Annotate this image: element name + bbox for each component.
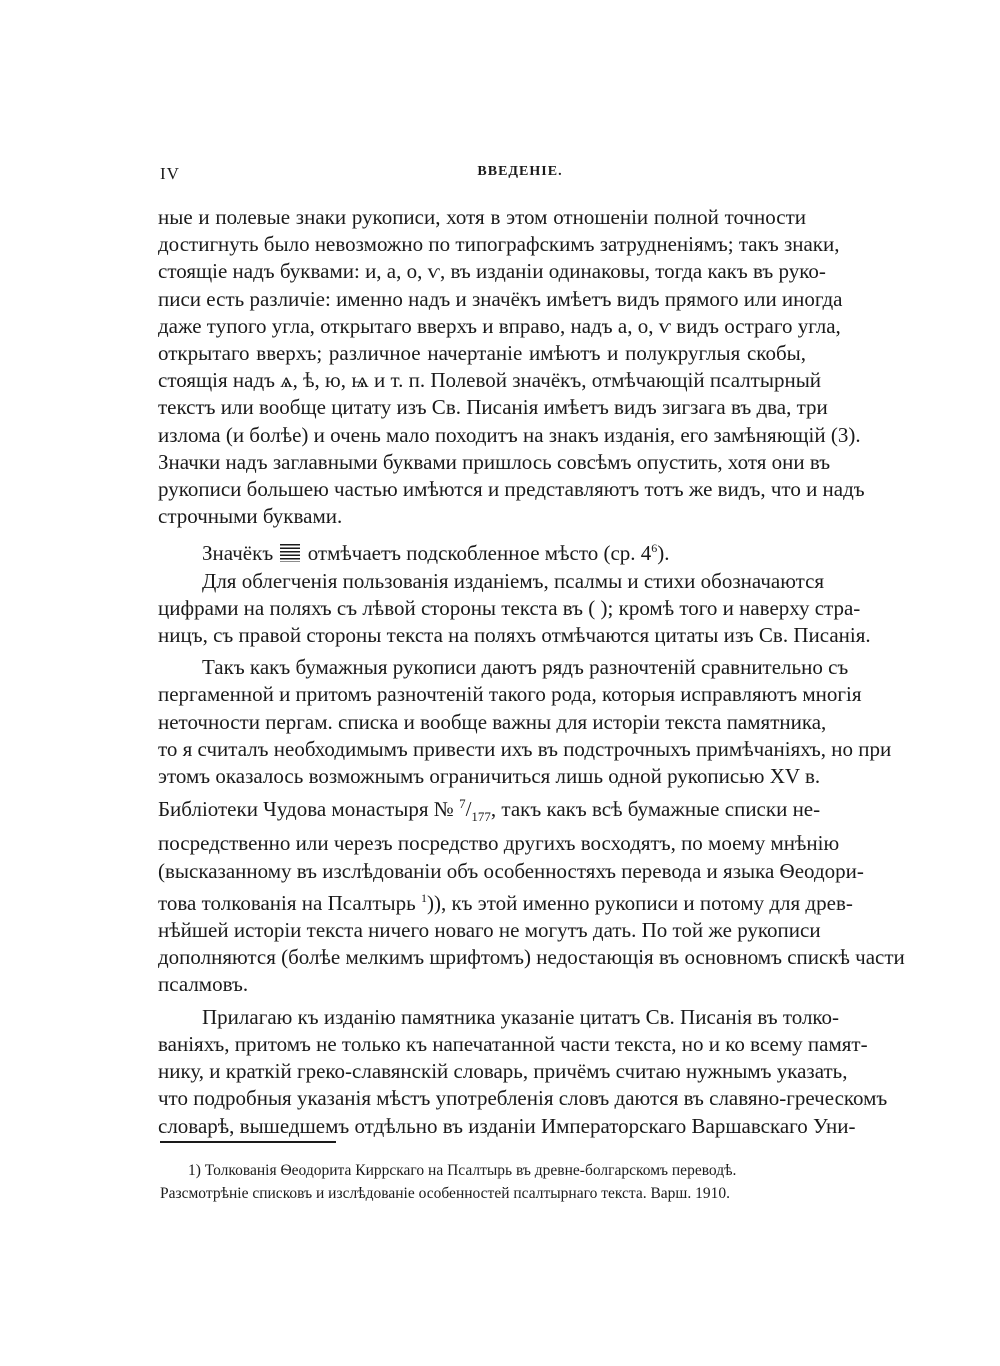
footnote-ref: 1	[420, 890, 427, 905]
text-line: словарѣ, вышедшемъ отдѣльно въ изданіи Императорскаго Варшавскаго Уни-	[158, 1113, 856, 1138]
body-text	[158, 204, 905, 1140]
running-head: ВВЕДЕНІЕ.	[477, 164, 563, 179]
psalter-before: това толкованія на Псалтырь	[158, 890, 416, 915]
text-line: ные и полевые знаки рукописи, хотя в этом отношеніи полной точности	[158, 205, 806, 229]
footnotes	[160, 1159, 808, 1205]
text-line: (высказанному въ изслѣдованіи объ особенностяхъ перевода и языка Ѳеодори-	[158, 858, 864, 883]
chudov-before: Библіотеки Чудова монастыря №	[158, 797, 454, 822]
text-line: открытаго вверхъ; различное начертаніе имѣютъ и полукруглыя скобы,	[158, 341, 806, 366]
text-line: псалмовъ.	[158, 972, 249, 997]
erasure-note-line	[158, 535, 806, 567]
chudov-den: 177	[471, 809, 491, 825]
text-line: пергаменной и притомъ разночтеній такого рода, которыя исправляютъ многія	[158, 682, 862, 707]
chudov-num: 7	[459, 796, 466, 812]
text-line: писи есть различіе: именно надъ и значёкъ имѣетъ видъ прямого или иногда	[158, 286, 843, 311]
text-line: посредственно или черезъ посредство другихъ восходятъ, по моему мнѣнію	[158, 831, 840, 856]
text-line: ницъ, съ правой стороны текста на поляхъ отмѣчаются цитаты изъ Св. Писанія.	[158, 623, 871, 648]
text-line: стоящіе надъ буквами: и, а, о, ѵ, въ изданіи одинаковы, тогда какъ въ руко-	[158, 259, 826, 284]
chudov-after: , такъ какъ всѣ бумажные списки не-	[490, 797, 821, 822]
erasure-note-after: отмѣчаетъ подскобленное мѣсто (ср. 4	[307, 541, 652, 566]
psalter-after: )), къ этой именно рукописи и потому для древ-	[426, 890, 853, 915]
text-line: рукописи большею частью имѣются и представляютъ тотъ же видъ, что и надъ	[158, 477, 865, 502]
text-line: дополняются (болѣе мелкимъ шрифтомъ) недостающія въ основномъ спискѣ части	[158, 945, 905, 970]
text-line: ваніяхъ, притомъ не только къ напечатанной части текста, но и ко всему памят-	[158, 1031, 868, 1056]
psalter-line	[158, 885, 853, 917]
text-line: излома (и болѣе) и очень мало походитъ на знакъ изданія, его замѣняющій (3).	[158, 422, 861, 447]
text-line: этомъ оказалось возможнымъ ограничиться лишь одной рукописью XV в.	[158, 764, 821, 789]
footnote-divider	[160, 1141, 336, 1143]
text-line: неточности пергам. списка и вообще важны для исторіи текста памятника,	[158, 709, 827, 734]
text-line: даже тупого угла, открытаго вверхъ и вправо, надъ а, о, ѵ видъ остраго угла,	[158, 313, 841, 338]
erasure-note-sup: 6	[651, 541, 658, 556]
erasure-note-before: Значёкъ	[202, 541, 274, 566]
text-line: то я считалъ необходимымъ привести ихъ въ подстрочныхъ примѣчаніяхъ, но при	[158, 736, 892, 761]
footnote-line: Разсмотрѣніе списковъ и изслѣдованіе особенностей псалтырнаго текста. Варш. 1910.	[160, 1185, 730, 1202]
chudov-line: Библіотеки Чудова монастыря № $^7/_{177}$, такъ какъ всѣ бумажные списки не-	[158, 796, 821, 825]
footnote-line: 1) Толкованія Ѳеодорита Киррскаго на Псалтырь въ древне-болгарскомъ переводѣ.	[188, 1162, 737, 1179]
text-line: цифрами на поляхъ съ лѣвой стороны текста въ ( ); кромѣ того и наверху стра-	[158, 595, 861, 620]
text-line: Такъ какъ бумажныя рукописи даютъ рядъ разночтеній сравнительно съ	[202, 655, 849, 680]
text-line: нѣйшей исторіи текста ничего новаго не могутъ дать. По той же рукописи	[158, 918, 821, 943]
text-line: что подробныя указанія мѣстъ употребленія словъ даются въ славяно-греческомъ	[158, 1086, 888, 1111]
erasure-mark-icon	[280, 544, 300, 562]
erasure-note-end: ).	[657, 541, 670, 566]
text-line: текстъ или вообще цитату изъ Св. Писанія имѣетъ видъ зигзага въ два, три	[158, 395, 828, 420]
text-line: нику, и краткій греко-славянскій словарь, причёмъ считаю нужнымъ указать,	[158, 1059, 848, 1084]
text-line: Значки надъ заглавными буквами пришлось совсѣмъ опустить, хотя они въ	[158, 449, 831, 474]
page-number: IV	[160, 164, 180, 183]
text-line: достигнуть было невозможно по типографскимъ затрудненіямъ; такъ знаки,	[158, 232, 840, 257]
text-line: строчными буквами.	[158, 504, 343, 529]
text-line: стоящія надъ ѧ, ѣ, ю, ѩ и т. п. Полевой значёкъ, отмѣчающій псалтырный	[158, 368, 822, 393]
text-line: Для облегченія пользованія изданіемъ, псалмы и стихи обозначаются	[202, 568, 825, 593]
text-line: Прилагаю къ изданію памятника указаніе цитатъ Св. Писанія въ толко-	[202, 1004, 840, 1029]
